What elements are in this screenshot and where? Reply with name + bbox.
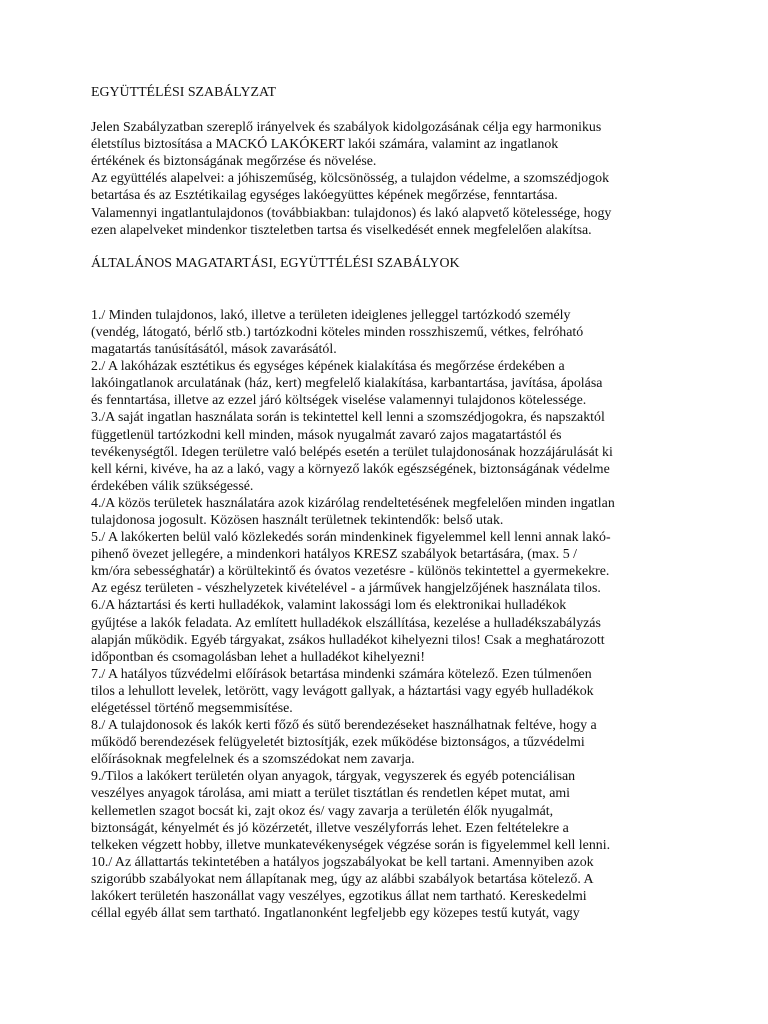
rule-line: 9./Tilos a lakókert területén olyan anyagok, tárgyak, vegyszerek és egyéb potenciálisan [91,769,576,785]
rule-line: km/óra sebességhatár) a körültekintő és óvatos vezetésre - különös tekintettel a gyermekekre. [91,564,610,580]
document-page [91,84,691,922]
rule-line: kell kérni, kivéve, ha az a lakó, vagy a környező lakók egészségének, biztonságának védelme [91,461,610,477]
rule-line: elégetéssel történő megsemmisítése. [91,701,293,716]
rules-list [91,307,691,922]
section-heading: ÁLTALÁNOS MAGATARTÁSI, EGYÜTTÉLÉSI SZABÁLYOK [91,255,460,271]
rule-line: tulajdonosa jogosult. Közösen használt területnek tekintendők: belső utak. [91,512,504,528]
intro-line: ezen alapelveket mindenkor tiszteletben tartsa és viselkedését ennek megfelelően alakítsa. [91,222,592,238]
rule-line: 6./A háztartási és kerti hulladékok, valamint lakossági lom és elektronikai hulladékok [91,598,567,614]
rule-line: lakókert területén haszonállat vagy veszélyes, egzotikus állat nem tartható. Kereskedelmi [91,889,587,905]
rule-line: alapján működik. Egyéb tárgyakat, zsákos hulladékot kihelyezni tilos! Csak a meghatározott [91,632,605,648]
rule-line: lakóingatlanok arculatának (ház, kert) megfelelő kialakítása, karbantartása, javítása, ápolása [91,376,603,392]
rule-line: 5./ A lakókerten belül való közlekedés során mindenkinek figyelemmel kell lenni annak lakó- [91,530,611,546]
rule-line: tilos a lehullott levelek, letörött, vagy levágott gallyak, a háztartási vagy egyéb hulladékok [91,683,594,699]
rule-line: 7./ A hatályos tűzvédelmi előírások betartása mindenki számára kötelező. Ezen túlmenően [91,666,592,682]
rule-line: magatartás tanúsításától, mások zavarásától. [91,342,337,358]
rule-line: 1./ Minden tulajdonos, lakó, illetve a területen ideiglenes jelleggel tartózkodó személy [91,307,571,323]
rule-line: időpontban és csomagolásban lehet a hulladékot kihelyezni! [91,649,426,665]
rule-line: 2./ A lakóházak esztétikus és egységes képének kialakítása és megőrzése érdekében a [91,359,565,375]
rule-line: céllal egyéb állat sem tartható. Ingatlanonként legfeljebb egy közepes testű kutyát, vagy [91,906,580,922]
rule-line: Az egész területen - vészhelyzetek kivételével - a járművek hangjelzőjének használata tilos. [91,581,601,597]
rule-line: 3./A saját ingatlan használata során is tekintettel kell lenni a szomszédjogokra, és napszaktól [91,410,605,426]
rule-line: függetlenül tartózkodni kell minden, mások nyugalmát zavaró zajos magatartástól és [91,427,562,443]
rule-line: 4./A közös területek használatára azok kizárólag rendeltetésének megfelelően minden ingatlan [91,495,615,511]
rule-line: szigorúbb szabályokat nem állapítanak meg, úgy az alábbi szabályok betartása kötelező. A [91,871,594,887]
intro-paragraph [91,119,691,239]
intro-line: értékének és biztonságának megőrzése és növelése. [91,154,377,170]
rule-line: biztonságát, kényelmét és jó közérzetét, illetve veszélyforrás lehet. Ezen feltételekre a [91,820,569,836]
document-title: EGYÜTTÉLÉSI SZABÁLYZAT [91,85,276,100]
intro-line: Az együttélés alapelvei: a jóhiszeműség, kölcsönösség, a tulajdon védelme, a szomszédjogok [91,171,610,187]
rule-line: tevékenységtől. Idegen területre való belépés esetén a terület tulajdonosának hozzájárulását ki [91,444,613,460]
rule-line: és fenntartása, illetve az ezzel járó költségek viselése valamennyi tulajdonos kötelessége. [91,393,587,409]
rule-line: előírásoknak megfelelnek és a szomszédokat nem zavarja. [91,752,415,768]
intro-line: életstílus biztosítása a MACKÓ LAKÓKERT lakói számára, valamint az ingatlanok [91,137,559,153]
rule-line: pihenő övezet jellegére, a mindenkori hatályos KRESZ szabályok betartására, (max. 5 / [91,547,578,563]
intro-line: Valamennyi ingatlantulajdonos (továbbiakban: tulajdonos) és lakó alapvető kötelessége, hogy [91,205,612,221]
rule-line: 10./ Az állattartás tekintetében a hatályos jogszabályokat be kell tartani. Amennyiben azok [91,854,594,870]
rule-line: gyűjtése a lakók feladata. Az említett hulladékok elszállítása, kezelése a hulladékszabályzás [91,615,601,631]
intro-line: Jelen Szabályzatban szereplő irányelvek és szabályok kidolgozásának célja egy harmonikus [91,120,602,136]
intro-line: betartása és az Esztétikailag egységes lakóegyüttes képének megőrzése, fenntartása. [91,188,558,204]
rule-line: (vendég, látogató, bérlő stb.) tartózkodni köteles minden rosszhiszemű, vétkes, felróható [91,324,584,340]
rule-line: működő berendezések felügyeletét biztosítják, ezek működése biztonságos, a tűzvédelmi [91,735,585,751]
rule-line: kellemetlen szagot bocsát ki, zajt okoz és/ vagy zavarja a területén élők nyugalmát, [91,803,554,819]
rule-line: 8./ A tulajdonosok és lakók kerti főző és sütő berendezéseket használhatnak feltéve, hogy a [91,718,597,734]
rule-line: telkeken végzett hobby, illetve munkatevékenységek végzése során is figyelemmel kell lenni. [91,837,611,853]
rule-line: veszélyes anyagok tárolása, ami miatt a terület tisztátlan és rendetlen képet mutat, ami [91,786,571,802]
rule-line: érdekében válik szükségessé. [91,478,254,494]
